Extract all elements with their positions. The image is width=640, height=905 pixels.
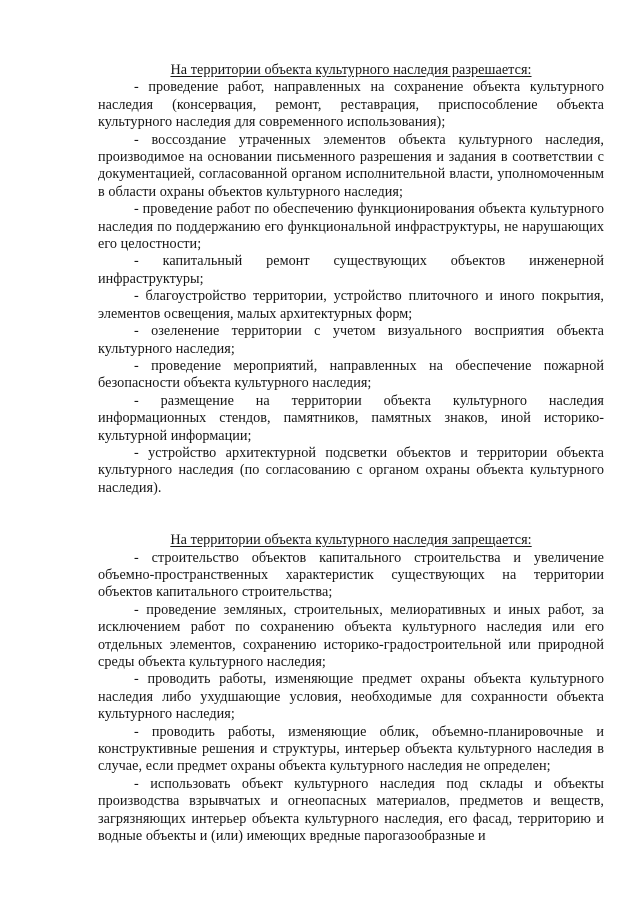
section-title-permitted: На территории объекта культурного наследия разрешается:	[170, 62, 532, 78]
prohibited-item: - проводить работы, изменяющие предмет охраны объекта культурного наследия либо ухудшающие условия, необходимые для сохранности объекта культурного наследия;	[98, 671, 604, 723]
prohibited-item: - строительство объектов капитального строительства и увеличение объемно-пространственных характеристик существующих на территории объектов капитального строительства;	[98, 549, 604, 601]
section-spacer	[98, 497, 604, 532]
document-page	[98, 62, 604, 845]
permitted-section	[98, 62, 604, 497]
prohibited-item: - проведение земляных, строительных, мелиоративных и иных работ, за исключением работ по сохранению объекта культурного наследия или его отдельных элементов, сохранению историко-градостроительной или природной среды объекта культурного наследия;	[98, 601, 604, 670]
section-title-prohibited: На территории объекта культурного наследия запрещается:	[170, 532, 532, 549]
permitted-item: - озеленение территории с учетом визуального восприятия объекта культурного наследия;	[98, 323, 604, 357]
permitted-item: - проведение работ, направленных на сохранение объекта культурного наследия (консервация, ремонт, реставрация, приспособление объекта культурного наследия для современного использования);	[98, 79, 604, 131]
prohibited-item: - использовать объект культурного наследия под склады и объекты производства взрывчатых и огнеопасных материалов, предметов и веществ, загрязняющих интерьер объекта культурного наследия, его фасад, территорию и водные объекты и (или) имеющих вредные парогазообразные и	[98, 775, 604, 845]
permitted-item: - проведение мероприятий, направленных на обеспечение пожарной безопасности объекта культурного наследия;	[98, 357, 604, 392]
permitted-list	[98, 79, 604, 497]
prohibited-list	[98, 550, 604, 846]
permitted-item: - устройство архитектурной подсветки объектов и территории объекта культурного наследия (по согласованию с органом охраны объекта культурного наследия).	[98, 444, 604, 496]
permitted-item: - благоустройство территории, устройство плиточного и иного покрытия, элементов освещения, малых архитектурных форм;	[98, 288, 604, 322]
prohibited-item: - проводить работы, изменяющие облик, объемно-планировочные и конструктивные решения и структуры, интерьер объекта культурного наследия в случае, если предмет охраны объекта культурного наследия не определен;	[98, 723, 604, 775]
permitted-item: - воссоздание утраченных элементов объекта культурного наследия, производимое на основании письменного разрешения и задания в соответствии с документацией, согласованной органом исполнительной власти, уполномоченным в области охраны объектов культурного наследия;	[98, 131, 604, 200]
permitted-item: - капитальный ремонт существующих объектов инженерной инфраструктуры;	[98, 253, 604, 287]
permitted-item: - проведение работ по обеспечению функционирования объекта культурного наследия по поддержанию его функциональной инфраструктуры, не нарушающих его целостности;	[98, 201, 604, 253]
prohibited-section	[98, 532, 604, 845]
permitted-item: - размещение на территории объекта культурного наследия информационных стендов, памятников, памятных знаков, иной историко-культурной информации;	[98, 392, 604, 444]
